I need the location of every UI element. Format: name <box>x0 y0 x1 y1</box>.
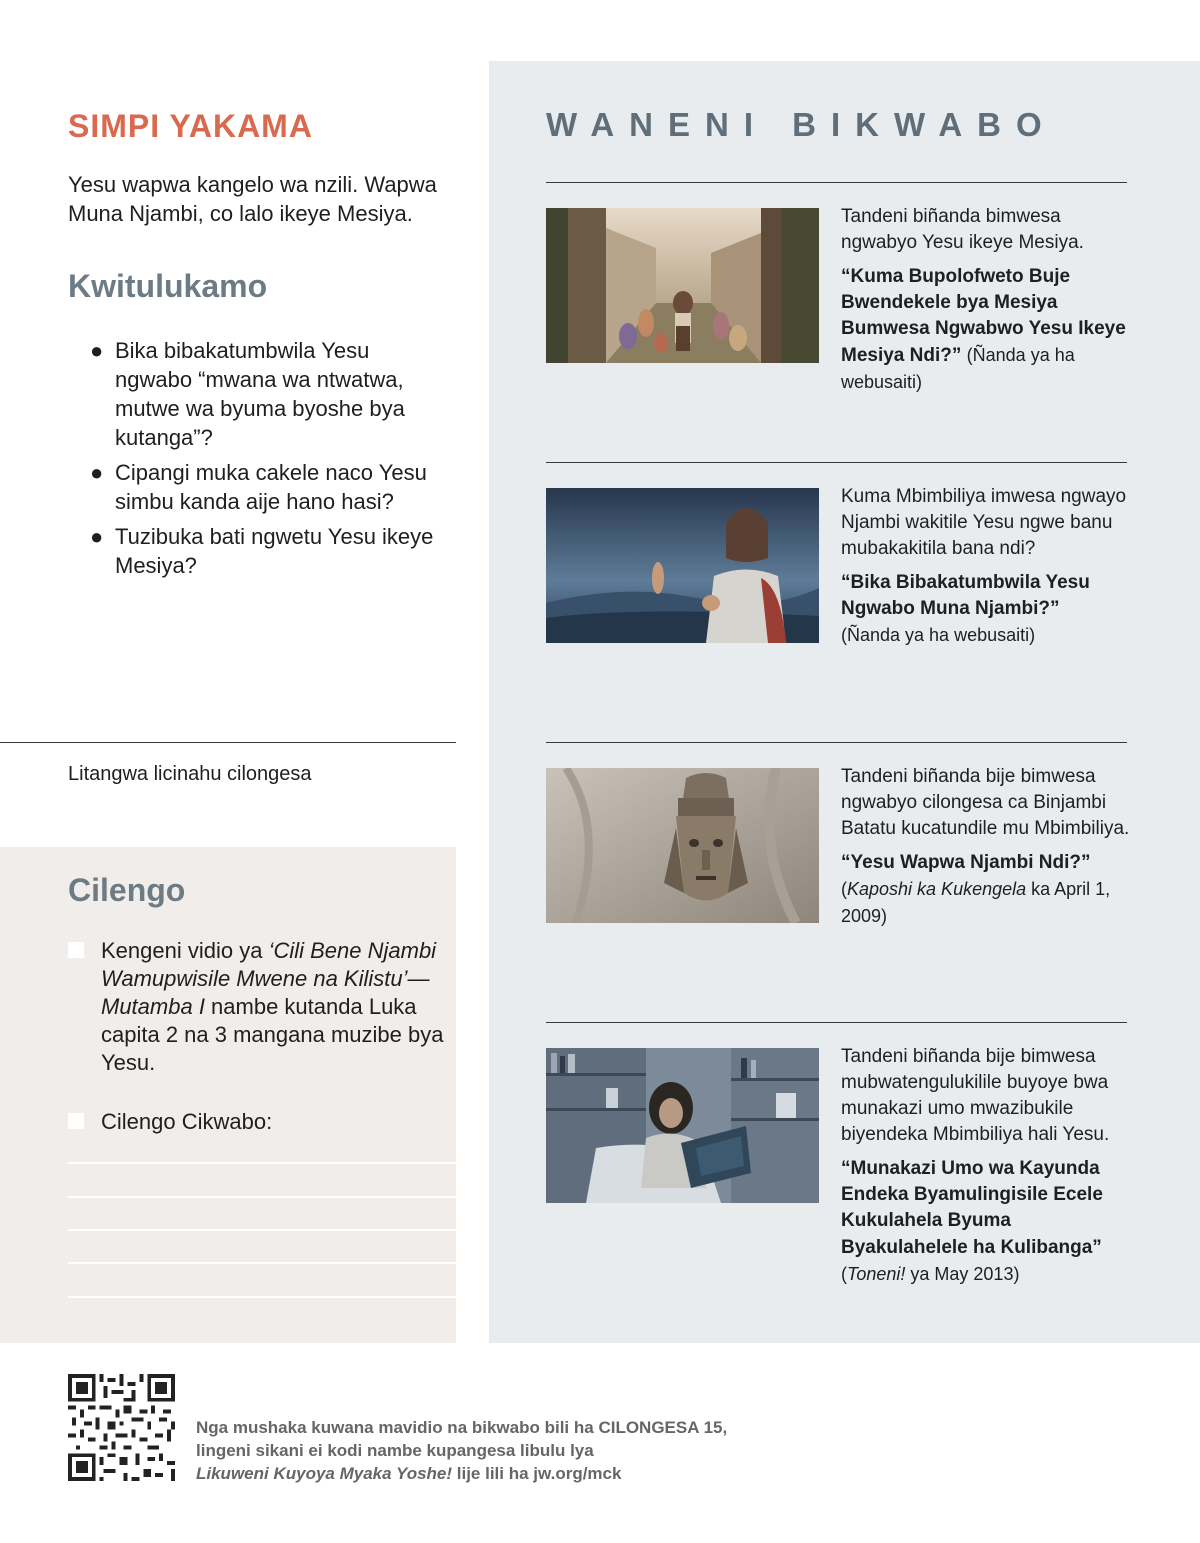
bullet-icon: ● <box>90 460 104 485</box>
qr-code-icon[interactable] <box>68 1374 175 1481</box>
article-link[interactable]: “Yesu Wapwa Njambi Ndi?” <box>841 852 1091 873</box>
resources-heading: WANENI BIKWABO <box>546 106 1057 143</box>
bullet-icon: ● <box>90 524 104 549</box>
article-link[interactable]: “Bika Bibakatumbwila Yesu Ngwabo Muna Njambi?” <box>841 572 1090 619</box>
resource-text: Tandeni biñanda bimwesa ngwabyo Yesu ikeye Mesiya. “Kuma Bupolofweto Buje Bwendekele bya Mesiya Bumwesa Ngwabwo Yesu Ikeye Mesiya Ndi?” (Ñanda ya ha webusaiti) <box>841 206 1126 392</box>
goals-panel <box>0 847 456 1343</box>
divider <box>546 462 1127 463</box>
checkbox[interactable] <box>68 1113 84 1129</box>
three-faced-stone-carving-photo[interactable] <box>546 768 819 923</box>
footer-note: Nga mushaka kuwana mavidio na bikwabo bili ha CILONGESA 15, lingeni sikani ei kodi nambe kupangesa libulu lya Likuweni Kuyoya Myaka Yoshe! lije lili ha jw.org/mck <box>196 1418 728 1483</box>
jesus-praying-illustration[interactable] <box>546 488 819 643</box>
writing-line[interactable] <box>68 1262 456 1264</box>
resource-text: Tandeni biñanda bije bimwesa ngwabyo cilongesa ca Binjambi Batatu kucatundile mu Mbimbiliya. “Yesu Wapwa Njambi Ndi?” (Kaposhi ka Kukengela ka April 1, 2009) <box>841 766 1130 926</box>
writing-line[interactable] <box>68 1162 456 1164</box>
woman-reading-book-photo[interactable] <box>546 1048 819 1203</box>
goal-item: Kengeni vidio ya ‘Cili Bene Njambi Wamupwisile Mwene na Kilistu’—Mutamba I nambe kutanda Luka capita 2 na 3 mangana muzibe bya Yesu. <box>68 937 448 1077</box>
website-link[interactable]: lije lili ha jw.org/mck <box>452 1464 622 1483</box>
jesus-triumphal-entry-illustration[interactable] <box>546 208 819 363</box>
resource-text: Kuma Mbimbiliya imwesa ngwayo Njambi wakitile Yesu ngwe banu mubakakitila bana ndi? “Bika Bibakatumbwila Yesu Ngwabo Muna Njambi?” (Ñanda ya ha webusaiti) <box>841 486 1127 645</box>
review-questions-list <box>88 336 448 586</box>
article-link[interactable]: “Kuma Bupolofweto Buje Bwendekele bya Mesiya Bumwesa Ngwabwo Yesu Ikeye Mesiya Ndi?” <box>841 266 1126 366</box>
writing-line[interactable] <box>68 1196 456 1198</box>
goal-item-other: Cilengo Cikwabo: <box>68 1108 448 1136</box>
list-item: ● Cipangi muka cakele naco Yesu simbu kanda aije hano hasi? <box>90 460 427 514</box>
goals-heading: Cilengo <box>68 872 186 908</box>
list-item: ● Bika bibakatumbwila Yesu ngwabo “mwana wa ntwatwa, mutwe wa byuma byoshe bya kutanga”? <box>90 338 405 450</box>
divider <box>546 742 1127 743</box>
writing-line[interactable] <box>68 1229 456 1231</box>
intro-paragraph: Yesu wapwa kangelo wa nzili. Wapwa Muna Njambi, co lalo ikeye Mesiya. <box>68 172 437 226</box>
review-heading: Kwitulukamo <box>68 268 268 304</box>
divider <box>546 182 1127 183</box>
study-date-label: Litangwa licinahu cilongesa <box>68 763 312 785</box>
section-title: SIMPI YAKAMA <box>68 108 313 144</box>
resource-text: Tandeni biñanda bije bimwesa mubwatengulukilile buyoye bwa munakazi umo mwazibukile biyendeka Mbimbiliya hali Yesu. “Munakazi Umo wa Kayunda Endeka Byamulingisile Ecele Kukulahela Byuma Byakulahelele ha Kulibanga” (Toneni! ya May 2013) <box>841 1046 1110 1284</box>
video-title: ‘Cili Bene Njambi Wamupwisile Mwene na Kilistu’—Mutamba I <box>101 938 437 1019</box>
list-item: ● Tuzibuka bati ngwetu Yesu ikeye Mesiya? <box>90 524 434 578</box>
bullet-icon: ● <box>90 338 104 363</box>
article-link[interactable]: “Munakazi Umo wa Kayunda Endeka Byamulingisile Ecele Kukulahela Byuma Byakulahelele ha Kulibanga” <box>841 1158 1103 1258</box>
writing-line[interactable] <box>68 1296 456 1298</box>
checkbox[interactable] <box>68 942 84 958</box>
divider <box>0 742 456 743</box>
divider <box>546 1022 1127 1023</box>
